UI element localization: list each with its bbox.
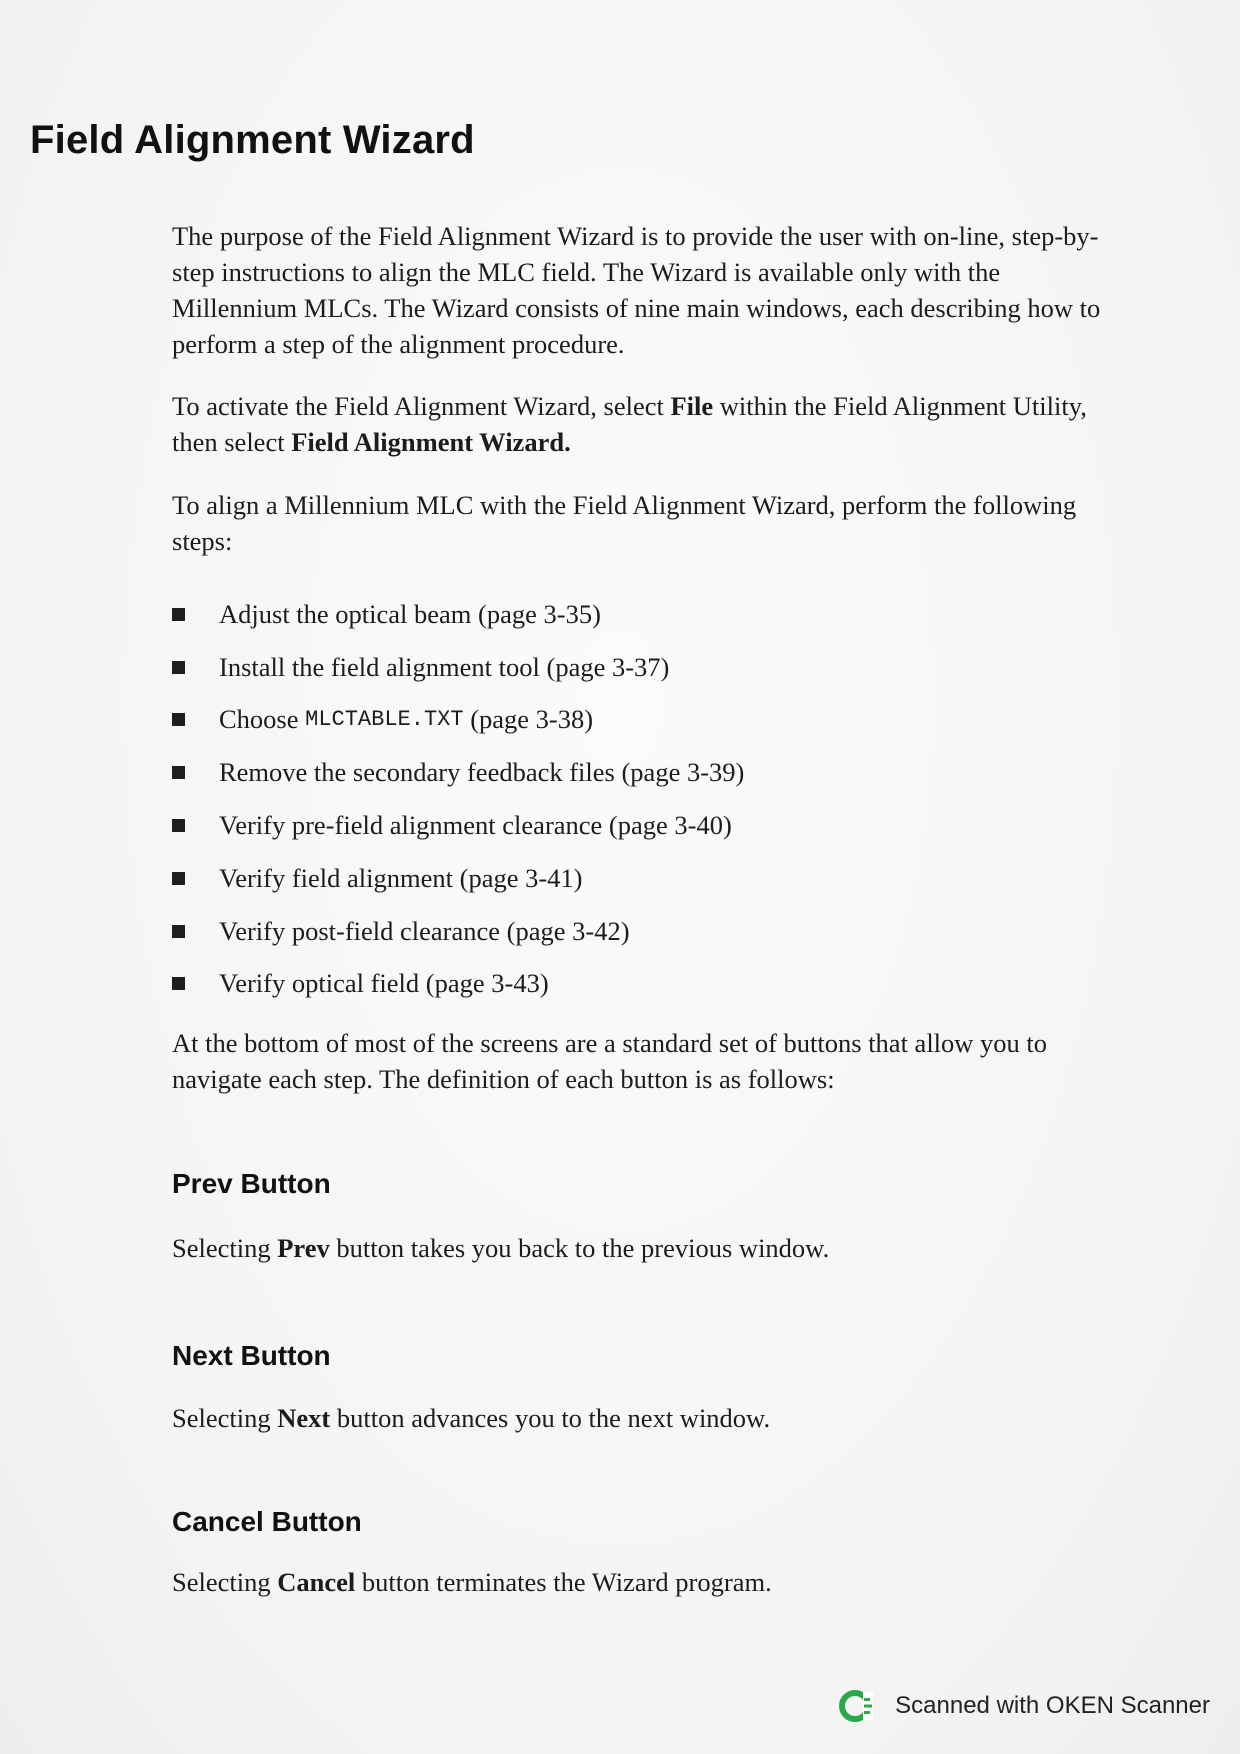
prev-button-description (172, 1230, 1072, 1266)
next-button-description (172, 1400, 1072, 1436)
cancel-desc-pre: Selecting (172, 1567, 278, 1597)
steps-list (172, 588, 1072, 1010)
step-code-filename: MLCTABLE.TXT (305, 707, 464, 733)
bullet-square-icon (172, 872, 185, 885)
bullet-square-icon (172, 766, 185, 779)
step-text: Remove the secondary feedback files (page 3-39) (219, 757, 745, 788)
bullet-square-icon (172, 925, 185, 938)
prev-term: Prev (277, 1233, 330, 1263)
prev-desc-pre: Selecting (172, 1233, 278, 1263)
list-item (172, 905, 1072, 958)
step-text: Verify optical field (page 3-43) (219, 968, 549, 999)
page-title: Field Alignment Wizard (30, 118, 475, 162)
activate-text-a: To activate the Field Alignment Wizard, select (172, 391, 671, 421)
step-text: Verify field alignment (page 3-41) (219, 862, 583, 893)
list-item (172, 641, 1072, 694)
list-item (172, 958, 1072, 1011)
prev-button-heading: Prev Button (172, 1168, 331, 1199)
list-item (172, 588, 1072, 641)
list-item (172, 746, 1072, 799)
scanner-watermark (839, 1688, 1210, 1724)
step-text: Install the field alignment tool (page 3-37) (219, 651, 670, 682)
bullet-square-icon (172, 819, 185, 832)
next-button-heading: Next Button (172, 1340, 331, 1371)
list-item (172, 694, 1072, 747)
activate-text-b: within the Field Alignment Utility, then select (172, 391, 1087, 457)
step-text-post: (page 3-38) (470, 704, 594, 735)
oken-scanner-logo-icon (839, 1688, 875, 1724)
bullet-square-icon (172, 661, 185, 674)
bullet-square-icon (172, 713, 185, 726)
next-desc-pre: Selecting (172, 1403, 278, 1433)
next-term: Next (277, 1403, 331, 1433)
file-menu-term: File (670, 391, 714, 421)
intro-paragraph-steps: To align a Millennium MLC with the Field Alignment Wizard, perform the following steps: (172, 490, 1077, 556)
list-item (172, 852, 1072, 905)
cancel-button-description (172, 1564, 1072, 1600)
bullet-square-icon (172, 977, 185, 990)
step-text: Adjust the optical beam (page 3-35) (219, 598, 601, 629)
buttons-intro-paragraph: At the bottom of most of the screens are a standard set of buttons that allow you to navigate each step. The definition of each button is as follows: (172, 1028, 1048, 1094)
wizard-menu-term: Field Alignment Wizard. (291, 427, 571, 457)
step-text: Verify pre-field alignment clearance (page 3-40) (219, 810, 732, 841)
cancel-term: Cancel (277, 1567, 356, 1597)
list-item (172, 799, 1072, 852)
intro-paragraph-purpose: The purpose of the Field Alignment Wizard is to provide the user with on-line, step-by-step instructions to align the MLC field. The Wizard is available only with the Millennium MLCs. The Wizard consists of nine main windows, each describing how to perform a step of the alignment procedure. (172, 221, 1101, 359)
scanner-watermark-text: Scanned with OKEN Scanner (895, 1692, 1210, 1719)
next-desc-post: button advances you to the next window. (330, 1403, 771, 1433)
prev-desc-post: button takes you back to the previous window. (329, 1233, 830, 1263)
cancel-desc-post: button terminates the Wizard program. (355, 1567, 772, 1597)
cancel-button-heading: Cancel Button (172, 1506, 362, 1537)
step-text: Verify post-field clearance (page 3-42) (219, 915, 630, 946)
step-text-pre: Choose (219, 704, 299, 735)
intro-paragraph-activate (172, 388, 1127, 460)
bullet-square-icon (172, 608, 185, 621)
